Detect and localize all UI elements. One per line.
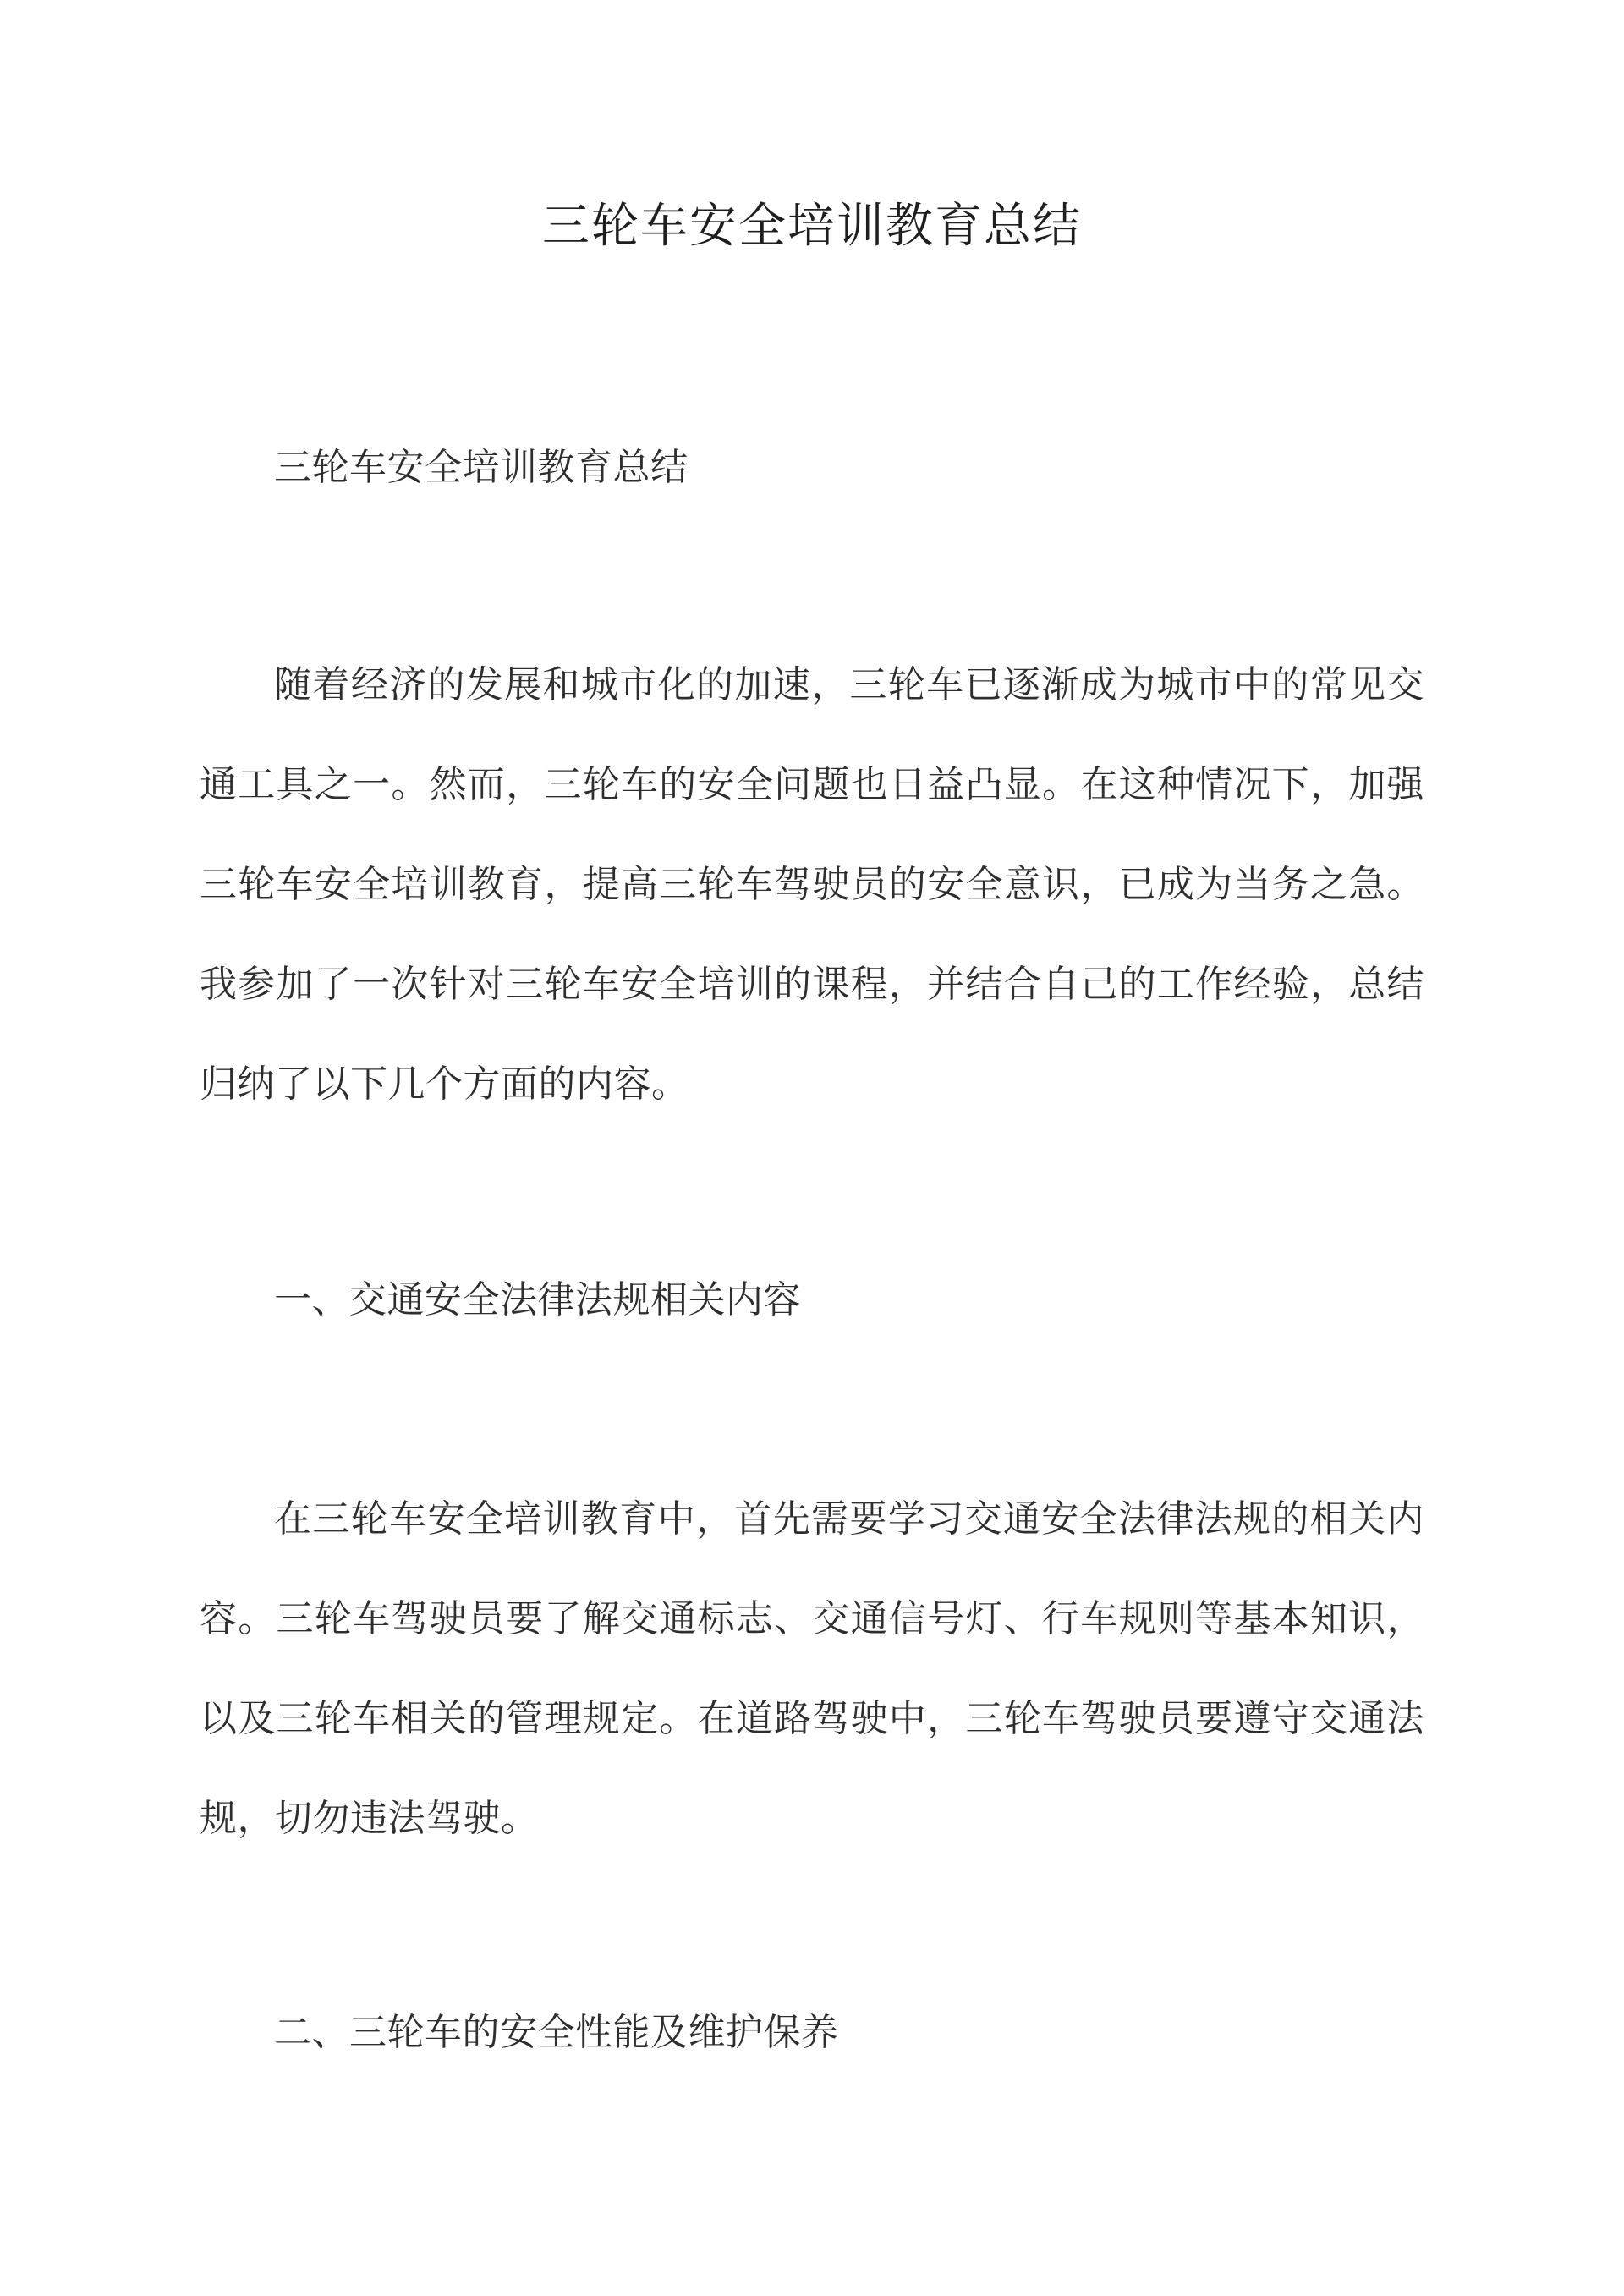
section-1-heading: 一、交通安全法律法规相关内容 [274, 1278, 801, 1321]
section-2-heading: 二、三轮车的安全性能及维护保养 [274, 2011, 839, 2054]
intro-paragraph: 随着经济的发展和城市化的加速，三轮车已逐渐成为城市中的常见交通工具之一。然而，三轮车的安全问题也日益凸显。在这种情况下，加强三轮车安全培训教育，提高三轮车驾驶员的安全意识，已成为当务之急。我参加了一次针对三轮车安全培训的课程，并结合自己的工作经验，总结归纳了以下几个方面的内容。 [200, 663, 1424, 1106]
document-title: 三轮车安全培训教育总结 [542, 199, 1082, 254]
section-1-body: 在三轮车安全培训教育中，首先需要学习交通安全法律法规的相关内容。三轮车驾驶员要了解交通标志、交通信号灯、行车规则等基本知识，以及三轮车相关的管理规定。在道路驾驶中，三轮车驾驶员要遵守交通法规，切勿违法驾驶。 [200, 1497, 1424, 1840]
document-subtitle: 三轮车安全培训教育总结 [274, 446, 689, 489]
